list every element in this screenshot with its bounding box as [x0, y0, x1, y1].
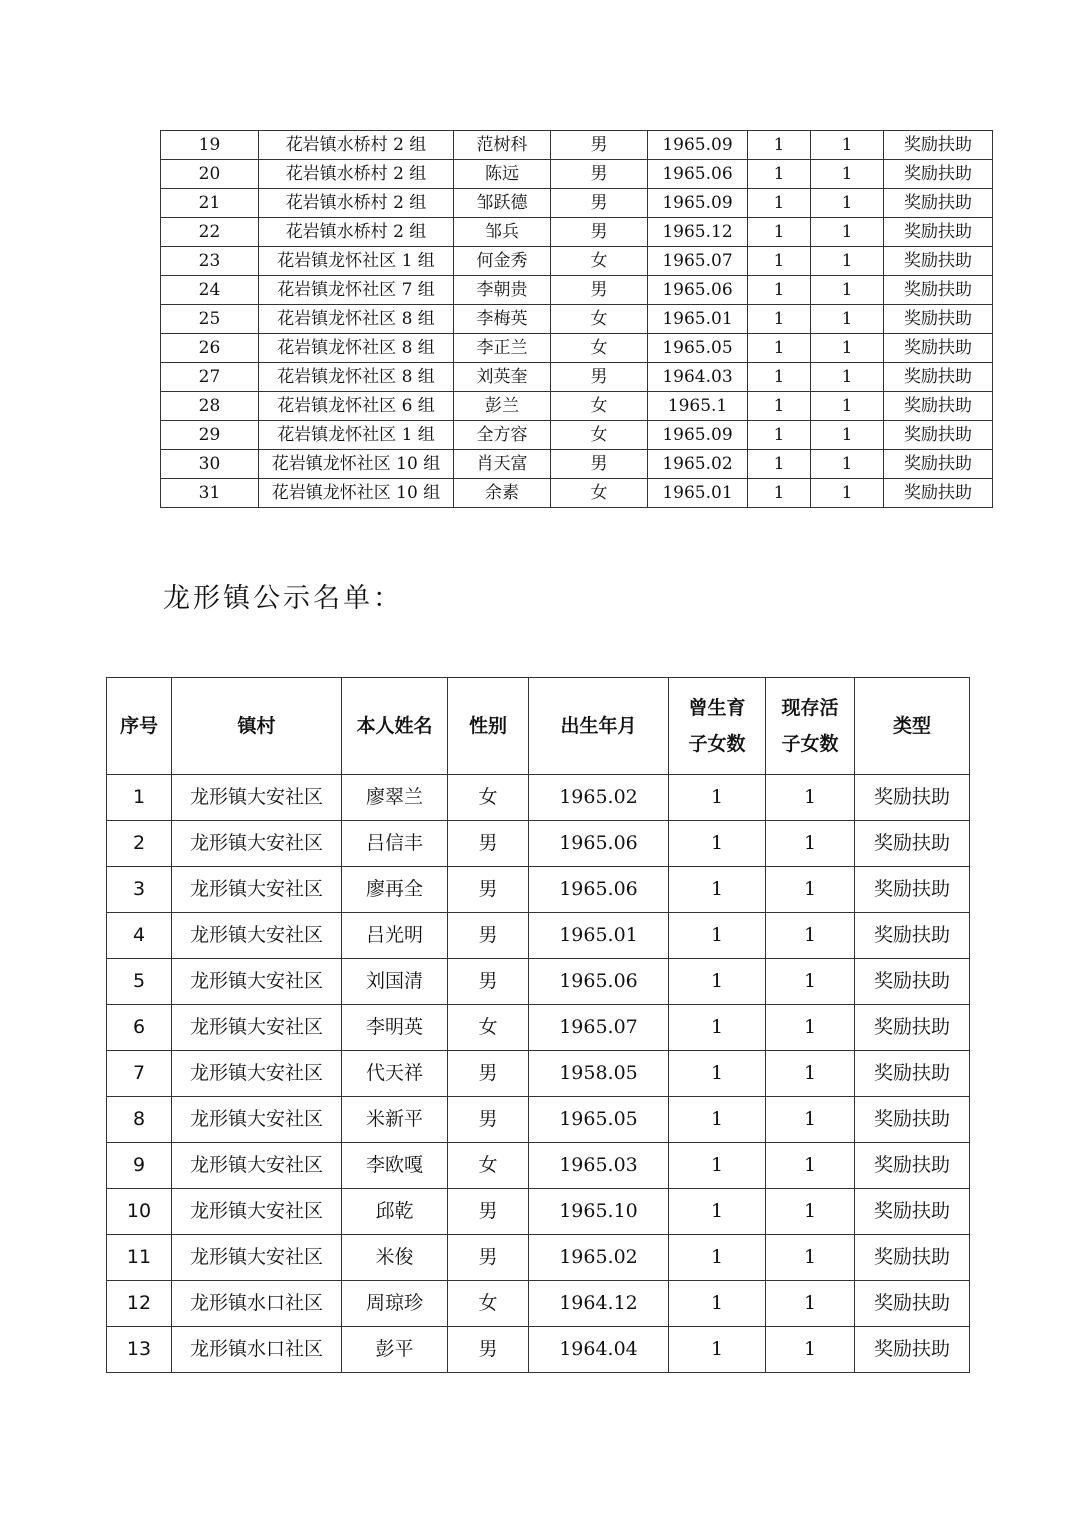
cell-town-village: 龙形镇大安社区 — [172, 1005, 342, 1051]
cell-index: 25 — [161, 305, 259, 334]
cell-children-alive: 1 — [811, 276, 884, 305]
cell-type: 奖励扶助 — [855, 1051, 970, 1097]
cell-type: 奖励扶助 — [884, 131, 993, 160]
table-row — [107, 867, 970, 913]
cell-town-village: 龙形镇大安社区 — [172, 1189, 342, 1235]
cell-town-village: 龙形镇水口社区 — [172, 1281, 342, 1327]
cell-town-village: 花岩镇龙怀社区 1 组 — [259, 247, 454, 276]
cell-gender: 女 — [551, 247, 648, 276]
cell-birth: 1965.07 — [529, 1005, 669, 1051]
cell-town-village: 龙形镇大安社区 — [172, 1097, 342, 1143]
table-row — [161, 334, 993, 363]
cell-gender: 男 — [448, 1235, 529, 1281]
cell-gender: 女 — [551, 421, 648, 450]
table-row — [107, 913, 970, 959]
cell-town-village: 龙形镇大安社区 — [172, 959, 342, 1005]
cell-children-alive: 1 — [766, 775, 855, 821]
cell-name: 全方容 — [454, 421, 551, 450]
cell-birth: 1964.12 — [529, 1281, 669, 1327]
cell-name: 李朝贵 — [454, 276, 551, 305]
table-row — [161, 218, 993, 247]
cell-type: 奖励扶助 — [884, 392, 993, 421]
cell-children-alive: 1 — [811, 334, 884, 363]
cell-gender: 女 — [551, 479, 648, 508]
cell-children-born: 1 — [748, 450, 811, 479]
cell-index: 13 — [107, 1327, 172, 1373]
cell-index: 28 — [161, 392, 259, 421]
cell-name: 李梅英 — [454, 305, 551, 334]
cell-index: 11 — [107, 1235, 172, 1281]
cell-children-born: 1 — [748, 334, 811, 363]
cell-type: 奖励扶助 — [855, 959, 970, 1005]
header-gender: 性别 — [448, 678, 529, 775]
table-row — [107, 1051, 970, 1097]
cell-name: 邱乾 — [342, 1189, 448, 1235]
section-title: 龙形镇公示名单： — [163, 583, 403, 614]
cell-children-alive: 1 — [766, 1143, 855, 1189]
cell-children-born: 1 — [669, 959, 766, 1005]
cell-gender: 男 — [448, 821, 529, 867]
cell-index: 19 — [161, 131, 259, 160]
cell-gender: 男 — [551, 450, 648, 479]
cell-birth: 1965.06 — [529, 821, 669, 867]
table-row — [161, 450, 993, 479]
cell-gender: 男 — [551, 218, 648, 247]
cell-type: 奖励扶助 — [855, 1235, 970, 1281]
cell-town-village: 花岩镇龙怀社区 8 组 — [259, 363, 454, 392]
cell-name: 李明英 — [342, 1005, 448, 1051]
cell-children-born: 1 — [748, 421, 811, 450]
cell-children-born: 1 — [748, 131, 811, 160]
table-row — [107, 1143, 970, 1189]
cell-town-village: 花岩镇龙怀社区 7 组 — [259, 276, 454, 305]
cell-children-alive: 1 — [811, 189, 884, 218]
cell-town-village: 花岩镇龙怀社区 8 组 — [259, 334, 454, 363]
table-row — [161, 363, 993, 392]
cell-children-born: 1 — [669, 913, 766, 959]
cell-children-born: 1 — [748, 247, 811, 276]
cell-birth: 1965.02 — [648, 450, 748, 479]
cell-children-born: 1 — [669, 1327, 766, 1373]
cell-children-alive: 1 — [766, 1327, 855, 1373]
cell-children-alive: 1 — [811, 479, 884, 508]
cell-type: 奖励扶助 — [855, 1143, 970, 1189]
cell-birth: 1965.05 — [529, 1097, 669, 1143]
cell-town-village: 花岩镇龙怀社区 10 组 — [259, 479, 454, 508]
cell-gender: 女 — [448, 1005, 529, 1051]
cell-name: 米俊 — [342, 1235, 448, 1281]
cell-birth: 1965.10 — [529, 1189, 669, 1235]
table-row — [161, 421, 993, 450]
cell-index: 7 — [107, 1051, 172, 1097]
cell-town-village: 龙形镇水口社区 — [172, 1327, 342, 1373]
cell-town-village: 花岩镇水桥村 2 组 — [259, 131, 454, 160]
cell-town-village: 花岩镇水桥村 2 组 — [259, 189, 454, 218]
cell-children-alive: 1 — [811, 305, 884, 334]
header-birth: 出生年月 — [529, 678, 669, 775]
cell-children-born: 1 — [748, 363, 811, 392]
cell-index: 8 — [107, 1097, 172, 1143]
cell-children-alive: 1 — [766, 959, 855, 1005]
cell-gender: 男 — [448, 1097, 529, 1143]
cell-birth: 1965.1 — [648, 392, 748, 421]
cell-index: 4 — [107, 913, 172, 959]
cell-name: 邹兵 — [454, 218, 551, 247]
cell-gender: 男 — [448, 1051, 529, 1097]
continuation-table-body — [161, 131, 993, 508]
cell-children-born: 1 — [669, 821, 766, 867]
cell-town-village: 龙形镇大安社区 — [172, 913, 342, 959]
cell-children-born: 1 — [669, 775, 766, 821]
cell-index: 30 — [161, 450, 259, 479]
cell-children-alive: 1 — [811, 421, 884, 450]
cell-type: 奖励扶助 — [855, 775, 970, 821]
cell-type: 奖励扶助 — [855, 1281, 970, 1327]
cell-town-village: 花岩镇龙怀社区 6 组 — [259, 392, 454, 421]
cell-children-alive: 1 — [766, 1189, 855, 1235]
header-children-born-line2: 子女数 — [688, 733, 746, 755]
longxing-table — [106, 677, 970, 1373]
cell-children-alive: 1 — [766, 821, 855, 867]
cell-type: 奖励扶助 — [855, 1005, 970, 1051]
cell-children-alive: 1 — [811, 131, 884, 160]
cell-gender: 男 — [551, 160, 648, 189]
cell-index: 3 — [107, 867, 172, 913]
table-row — [107, 821, 970, 867]
cell-gender: 男 — [551, 189, 648, 218]
cell-gender: 男 — [448, 1189, 529, 1235]
cell-index: 27 — [161, 363, 259, 392]
cell-type: 奖励扶助 — [855, 821, 970, 867]
cell-index: 10 — [107, 1189, 172, 1235]
cell-type: 奖励扶助 — [884, 305, 993, 334]
cell-children-born: 1 — [669, 1235, 766, 1281]
table-row — [161, 479, 993, 508]
table-row — [161, 305, 993, 334]
cell-gender: 男 — [448, 959, 529, 1005]
header-index: 序号 — [107, 678, 172, 775]
cell-children-born: 1 — [748, 276, 811, 305]
cell-birth: 1964.03 — [648, 363, 748, 392]
cell-type: 奖励扶助 — [855, 1327, 970, 1373]
cell-children-born: 1 — [748, 392, 811, 421]
cell-type: 奖励扶助 — [884, 450, 993, 479]
cell-children-alive: 1 — [766, 1005, 855, 1051]
cell-type: 奖励扶助 — [855, 1097, 970, 1143]
cell-children-alive: 1 — [766, 1235, 855, 1281]
cell-birth: 1965.02 — [529, 775, 669, 821]
cell-children-alive: 1 — [811, 363, 884, 392]
cell-index: 1 — [107, 775, 172, 821]
table-row — [107, 1235, 970, 1281]
continuation-table — [160, 130, 993, 508]
cell-town-village: 花岩镇水桥村 2 组 — [259, 218, 454, 247]
cell-name: 彭平 — [342, 1327, 448, 1373]
cell-town-village: 花岩镇龙怀社区 1 组 — [259, 421, 454, 450]
cell-type: 奖励扶助 — [884, 160, 993, 189]
cell-town-village: 龙形镇大安社区 — [172, 1051, 342, 1097]
cell-name: 廖再全 — [342, 867, 448, 913]
cell-children-alive: 1 — [766, 867, 855, 913]
cell-birth: 1965.01 — [529, 913, 669, 959]
cell-name: 廖翠兰 — [342, 775, 448, 821]
cell-children-born: 1 — [748, 160, 811, 189]
cell-index: 21 — [161, 189, 259, 218]
cell-name: 何金秀 — [454, 247, 551, 276]
cell-name: 刘英奎 — [454, 363, 551, 392]
table-row — [161, 247, 993, 276]
cell-children-alive: 1 — [811, 392, 884, 421]
cell-children-born: 1 — [748, 479, 811, 508]
cell-type: 奖励扶助 — [855, 1189, 970, 1235]
cell-children-born: 1 — [669, 1005, 766, 1051]
cell-town-village: 龙形镇大安社区 — [172, 1235, 342, 1281]
cell-type: 奖励扶助 — [884, 189, 993, 218]
cell-index: 20 — [161, 160, 259, 189]
table-row — [107, 959, 970, 1005]
cell-gender: 女 — [448, 1143, 529, 1189]
cell-birth: 1965.06 — [529, 959, 669, 1005]
cell-children-alive: 1 — [766, 913, 855, 959]
header-row — [107, 678, 970, 775]
cell-children-born: 1 — [748, 218, 811, 247]
cell-birth: 1965.09 — [648, 131, 748, 160]
cell-gender: 男 — [448, 867, 529, 913]
cell-children-alive: 1 — [766, 1051, 855, 1097]
table-row — [161, 131, 993, 160]
header-town-village: 镇村 — [172, 678, 342, 775]
header-children-born-line1: 曾生育 — [688, 697, 746, 719]
cell-children-born: 1 — [669, 1281, 766, 1327]
cell-index: 2 — [107, 821, 172, 867]
table-row — [161, 189, 993, 218]
cell-birth: 1965.05 — [648, 334, 748, 363]
cell-birth: 1965.06 — [648, 160, 748, 189]
cell-name: 李欧嘎 — [342, 1143, 448, 1189]
table-row — [107, 775, 970, 821]
cell-children-born: 1 — [748, 305, 811, 334]
cell-index: 26 — [161, 334, 259, 363]
cell-birth: 1958.05 — [529, 1051, 669, 1097]
cell-gender: 男 — [551, 131, 648, 160]
cell-name: 陈远 — [454, 160, 551, 189]
cell-type: 奖励扶助 — [855, 913, 970, 959]
cell-name: 代天祥 — [342, 1051, 448, 1097]
cell-index: 9 — [107, 1143, 172, 1189]
table-row — [107, 1005, 970, 1051]
cell-gender: 男 — [448, 913, 529, 959]
cell-name: 彭兰 — [454, 392, 551, 421]
table-row — [107, 1097, 970, 1143]
cell-name: 吕光明 — [342, 913, 448, 959]
cell-type: 奖励扶助 — [884, 334, 993, 363]
cell-children-born: 1 — [669, 1051, 766, 1097]
cell-children-alive: 1 — [766, 1281, 855, 1327]
cell-town-village: 龙形镇大安社区 — [172, 775, 342, 821]
cell-name: 李正兰 — [454, 334, 551, 363]
cell-children-born: 1 — [669, 1097, 766, 1143]
cell-birth: 1965.02 — [529, 1235, 669, 1281]
cell-gender: 女 — [448, 1281, 529, 1327]
header-type: 类型 — [855, 678, 970, 775]
cell-birth: 1965.06 — [529, 867, 669, 913]
cell-children-alive: 1 — [811, 450, 884, 479]
cell-gender: 女 — [551, 334, 648, 363]
cell-town-village: 花岩镇龙怀社区 10 组 — [259, 450, 454, 479]
table-row — [107, 1189, 970, 1235]
cell-type: 奖励扶助 — [884, 421, 993, 450]
cell-children-alive: 1 — [811, 247, 884, 276]
longxing-table-body — [107, 775, 970, 1373]
cell-town-village: 花岩镇龙怀社区 8 组 — [259, 305, 454, 334]
cell-children-born: 1 — [669, 867, 766, 913]
table-row — [161, 160, 993, 189]
cell-birth: 1964.04 — [529, 1327, 669, 1373]
cell-gender: 男 — [551, 276, 648, 305]
cell-birth: 1965.12 — [648, 218, 748, 247]
cell-index: 12 — [107, 1281, 172, 1327]
cell-gender: 男 — [551, 363, 648, 392]
cell-index: 31 — [161, 479, 259, 508]
header-children-born — [669, 678, 766, 775]
cell-name: 肖天富 — [454, 450, 551, 479]
cell-name: 余素 — [454, 479, 551, 508]
header-children-alive-line1: 现存活 — [781, 697, 839, 719]
cell-children-alive: 1 — [811, 160, 884, 189]
table-row — [107, 1327, 970, 1373]
cell-birth: 1965.07 — [648, 247, 748, 276]
cell-children-born: 1 — [748, 189, 811, 218]
cell-name: 范树科 — [454, 131, 551, 160]
cell-name: 周琼珍 — [342, 1281, 448, 1327]
header-children-alive — [766, 678, 855, 775]
cell-index: 23 — [161, 247, 259, 276]
cell-name: 吕信丰 — [342, 821, 448, 867]
cell-type: 奖励扶助 — [855, 867, 970, 913]
cell-children-born: 1 — [669, 1143, 766, 1189]
cell-children-alive: 1 — [811, 218, 884, 247]
cell-birth: 1965.09 — [648, 189, 748, 218]
cell-birth: 1965.01 — [648, 305, 748, 334]
cell-index: 22 — [161, 218, 259, 247]
cell-index: 24 — [161, 276, 259, 305]
cell-index: 29 — [161, 421, 259, 450]
table-row — [107, 1281, 970, 1327]
cell-children-alive: 1 — [766, 1097, 855, 1143]
cell-type: 奖励扶助 — [884, 247, 993, 276]
table-row — [161, 276, 993, 305]
cell-index: 5 — [107, 959, 172, 1005]
cell-town-village: 龙形镇大安社区 — [172, 1143, 342, 1189]
cell-town-village: 花岩镇水桥村 2 组 — [259, 160, 454, 189]
cell-birth: 1965.03 — [529, 1143, 669, 1189]
cell-birth: 1965.09 — [648, 421, 748, 450]
cell-name: 米新平 — [342, 1097, 448, 1143]
cell-name: 邹跃德 — [454, 189, 551, 218]
cell-type: 奖励扶助 — [884, 479, 993, 508]
header-name: 本人姓名 — [342, 678, 448, 775]
cell-type: 奖励扶助 — [884, 218, 993, 247]
cell-birth: 1965.01 — [648, 479, 748, 508]
cell-type: 奖励扶助 — [884, 363, 993, 392]
cell-index: 6 — [107, 1005, 172, 1051]
header-children-alive-line2: 子女数 — [781, 733, 839, 755]
cell-gender: 女 — [448, 775, 529, 821]
cell-town-village: 龙形镇大安社区 — [172, 867, 342, 913]
cell-name: 刘国清 — [342, 959, 448, 1005]
cell-gender: 女 — [551, 392, 648, 421]
cell-type: 奖励扶助 — [884, 276, 993, 305]
cell-children-born: 1 — [669, 1189, 766, 1235]
cell-town-village: 龙形镇大安社区 — [172, 821, 342, 867]
cell-gender: 男 — [448, 1327, 529, 1373]
cell-gender: 女 — [551, 305, 648, 334]
table-row — [161, 392, 993, 421]
cell-birth: 1965.06 — [648, 276, 748, 305]
